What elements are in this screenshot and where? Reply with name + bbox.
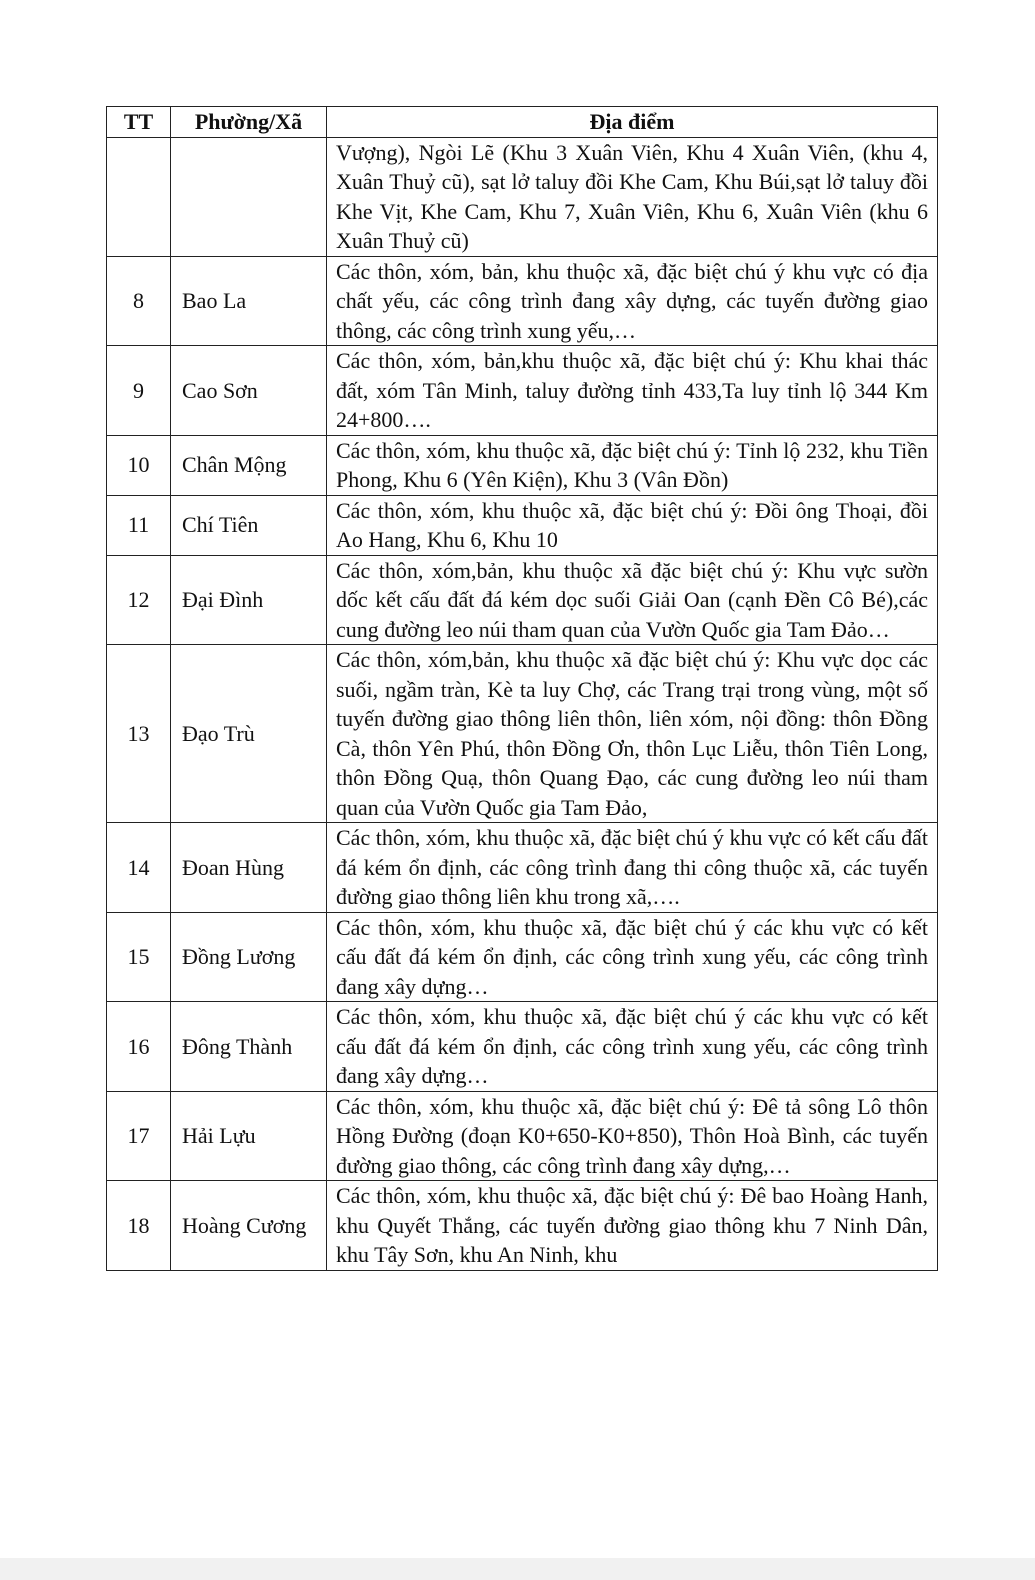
row-number: 11 [107,495,171,555]
ward-name: Chí Tiên [171,495,327,555]
row-number: 12 [107,555,171,645]
row-number: 18 [107,1181,171,1271]
row-number: 13 [107,645,171,823]
page-bottom-band [0,1558,1035,1580]
ward-name: Đồng Lương [171,912,327,1002]
place-description: Các thôn, xóm, bản,khu thuộc xã, đặc biệt chú ý: Khu khai thác đất, xóm Tân Minh, taluy đường tỉnh 433,Ta luy tỉnh lộ 344 Km 24+800…. [327,346,938,436]
place-description: Các thôn, xóm,bản, khu thuộc xã đặc biệt chú ý: Khu vực sườn dốc kết cấu đất đá kém dọc suối Giải Oan (cạnh Đền Cô Bé),các cung đường leo núi tham quan của Vườn Quốc gia Tam Đảo… [327,555,938,645]
table-row [107,645,938,823]
place-description: Các thôn, xóm, khu thuộc xã, đặc biệt chú ý khu vực có kết cấu đất đá kém ổn định, các công trình đang thi công thuộc xã, các tuyến đường giao thông liên khu trong xã,…. [327,823,938,913]
row-number: 15 [107,912,171,1002]
header-tt: TT [107,107,171,138]
ward-name: Đại Đình [171,555,327,645]
place-description: Các thôn, xóm, khu thuộc xã, đặc biệt chú ý các khu vực có kết cấu đất đá kém ổn định, các công trình xung yếu, các công trình đang xây dựng… [327,1002,938,1092]
place-description: Vượng), Ngòi Lẽ (Khu 3 Xuân Viên, Khu 4 Xuân Viên, (khu 4, Xuân Thuỷ cũ), sạt lở taluy đồi Khe Cam, Khu Búi,sạt lở taluy đồi Khe Vịt, Khe Cam, Khu 7, Xuân Viên, Khu 6, Xuân Viên (khu 6 Xuân Thuỷ cũ) [327,137,938,256]
table-row [107,346,938,436]
place-description: Các thôn, xóm, khu thuộc xã, đặc biệt chú ý: Đê bao Hoàng Hanh, khu Quyết Thắng, các tuyến đường giao thông khu 7 Ninh Dân, khu Tây Sơn, khu An Ninh, khu [327,1181,938,1271]
place-description: Các thôn, xóm, khu thuộc xã, đặc biệt chú ý: Đê tả sông Lô thôn Hồng Đường (đoạn K0+650-K0+850), Thôn Hoà Bình, các tuyến đường giao thông, các công trình đang xây dựng,… [327,1091,938,1181]
table-row [107,137,938,256]
row-number: 9 [107,346,171,436]
row-number [107,137,171,256]
row-number: 17 [107,1091,171,1181]
table-row [107,1181,938,1271]
ward-name: Đoan Hùng [171,823,327,913]
table-row [107,912,938,1002]
table-row [107,256,938,346]
table-row [107,823,938,913]
ward-name: Hoàng Cương [171,1181,327,1271]
place-description: Các thôn, xóm, khu thuộc xã, đặc biệt chú ý: Tỉnh lộ 232, khu Tiền Phong, Khu 6 (Yên Kiện), Khu 3 (Vân Đồn) [327,435,938,495]
ward-name: Đông Thành [171,1002,327,1092]
place-description: Các thôn, xóm, khu thuộc xã, đặc biệt chú ý các khu vực có kết cấu đất đá kém ổn định, các công trình xung yếu, các công trình đang xây dựng… [327,912,938,1002]
row-number: 14 [107,823,171,913]
table-row [107,495,938,555]
locations-table [106,106,938,1271]
ward-name: Hải Lựu [171,1091,327,1181]
ward-name: Chân Mộng [171,435,327,495]
table-row [107,435,938,495]
row-number: 8 [107,256,171,346]
row-number: 16 [107,1002,171,1092]
place-description: Các thôn, xóm, bản, khu thuộc xã, đặc biệt chú ý khu vực có địa chất yếu, các công trình đang xây dựng, các tuyến đường giao thông, các công trình xung yếu,… [327,256,938,346]
ward-name: Bao La [171,256,327,346]
row-number: 10 [107,435,171,495]
header-place: Địa điểm [327,107,938,138]
header-ward: Phường/Xã [171,107,327,138]
table-row [107,1091,938,1181]
place-description: Các thôn, xóm, khu thuộc xã, đặc biệt chú ý: Đồi ông Thoại, đồi Ao Hang, Khu 6, Khu 10 [327,495,938,555]
table-row [107,1002,938,1092]
table-row [107,555,938,645]
place-description: Các thôn, xóm,bản, khu thuộc xã đặc biệt chú ý: Khu vực dọc các suối, ngầm tràn, Kè ta luy Chợ, các Trang trại trong vùng, một số tuyến đường giao thông liên thôn, liên xóm, nội đồng: thôn Đồng Cà, thôn Yên Phú, thôn Đồng Ơn, thôn Lục Liễu, thôn Tiên Long, thôn Đồng Quạ, thôn Quang Đạo, các cung đường leo núi tham quan của Vườn Quốc gia Tam Đảo, [327,645,938,823]
ward-name [171,137,327,256]
table-header-row [107,107,938,138]
ward-name: Đạo Trù [171,645,327,823]
ward-name: Cao Sơn [171,346,327,436]
